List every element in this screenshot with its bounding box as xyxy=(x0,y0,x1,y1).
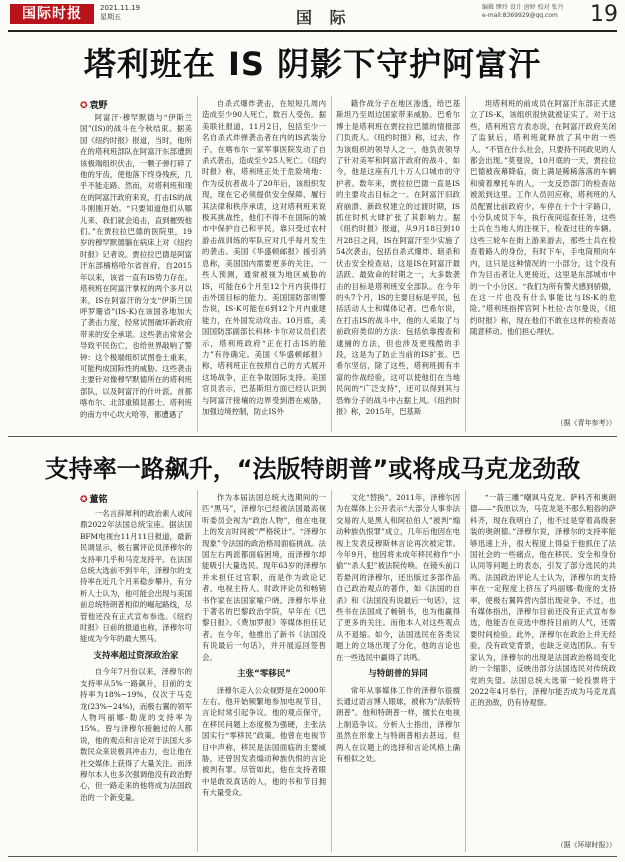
article2-col2b-text: 泽穆尔走入公众视野是在2000年左右。他开始频繁地参加电视节目，言论时常引起争议。他的观点保守，在移民问题上态度极为强硬，主张法国实行“零移民”政策。他曾在电视节目中声称，移民是法国面临的主要威胁，还曾因发表煽动种族仇恨的言论被判有罪。尽管如此，他在支持者眼中是敢说真话的人，他的书和节目拥有大量受众。 xyxy=(202,685,326,798)
article2-column-3 xyxy=(336,492,460,852)
article1-column-2 xyxy=(202,98,326,432)
editor-email: e-mail:8369929@qq.com xyxy=(482,12,558,19)
article2-col2-text: 作为本届法国总统大选期间的一匹“黑马”，泽穆尔已经被法国最高视听委员会视为“政治人物”，他在电视上的发言时间被“严格统计”。“泽穆尔现象”令法国的政治格局面临挑战。法国左右两派都面临困境，而泽穆尔却能吸引大量选民。现年63岁的泽穆尔并未担任过官职，而是作为政论记者、电视主持人、时政评论员和畅销书作家在法国家喻户晓。泽穆尔毕业于著名的巴黎政治学院，早年在《巴黎日报》、《费加罗报》等媒体担任记者。在今年，他推出了新书《法国没有说最后一句话》，并开展巡回签售会。 xyxy=(202,493,326,662)
article2-column-4 xyxy=(470,492,616,838)
article1-col4-text: 坦塔利班的前成员在阿富汗东部正式建立了IS-K，该组织很快就被证实了。对于这些，塔利班官方表态说，在阿富汗政府关闭了监狱后，塔利班就释放了其中的一些人。“不管在什么社会，只要持不同政见的人都会出现。”莫曼说，10月底的一天，贾拉拉巴德被夜幕降临，街上满是稀稀落落的车辆和骑着摩托车的人，一支反恐部门的检查站被派到这里。工作人员回应称，塔利班的人员配置比前政府少。车停在十个十字路口，小分队成员下车，执行夜间巡查任务，这些士兵在当地人的注视下，检查过往的车辆。这些三轮车在街上游来游去，那些士兵在检查着路人的身份，有时下车，手电筒照向车内，这只是这种情况的一小部分，这个没有作为目击者让人更接近，这里是东部城市中的一个小分区。“我们为所有警犬感到骄傲，在这一片也没有什么事能比与IS-K的危险。”塔利班指挥官阿卜杜拉·吉尔曼说，《纽约时报》称，现在他们不敢在这样的检查站随意移动。他们担心埋伏。 xyxy=(470,99,616,337)
article1-column-3 xyxy=(336,98,460,432)
article2-source: （据《环球时报》） xyxy=(556,841,616,849)
editor-line: 编辑 缪玲 设计 唐婷 校对 张丹 xyxy=(482,4,564,11)
article2-col3b-text: 常年从事媒体工作的泽穆尔很擅长通过语言博人眼球，被称为“法版特朗普”。他和特朗普一样，擅长在电视上制造争议。分析人士指出，泽穆尔虽然在形象上与特朗普相去甚远，但两人在议题上的选择和言论风格上确有相似之处。 xyxy=(336,685,460,763)
column-divider xyxy=(465,490,466,852)
article1-byline xyxy=(80,98,108,111)
article2-byline xyxy=(80,492,108,505)
issue-date-text: 2021.11.19 xyxy=(100,4,141,12)
article2-col4-text: “一箭三雕”嘲讽马克龙、萨科齐和奥朗德——“我原以为，马克龙是不那么粗俗的萨科齐，现在我明白了，他不过是穿着高级套装的奥朗德。”泽穆尔说，泽穆尔的支持率能够迅速上升，很大程度上得益于他抓住了法国社会的一些痛点。他在移民、安全和身份认同等问题上的表态，引发了部分选民的共鸣。法国政治评论人士认为，泽穆尔的支持率在一定程度上挤压了玛丽娜·勒庞的支持率，使极右翼阵营内部出现竞争。不过，也有媒体指出，泽穆尔目前还没有正式宣布参选，他能否在竞选中维持目前的人气，还需要时间检验。此外，泽穆尔在政治上并无经验，没有政党背景，也缺乏竞选团队。有专家认为，泽穆尔的出现是法国政治格局变化的一个缩影，反映出部分法国选民对传统政党的失望。法国总统大选第一轮投票将于2022年4月举行，泽穆尔能否成为马克龙真正的劲敌，仍有待观察。 xyxy=(470,493,616,708)
issue-weekday: 星期五 xyxy=(100,13,121,21)
article2-subheading-1: 支持率超过资深政治家 xyxy=(93,650,179,661)
article2-col1b-text: 自今年7月份以来，泽穆尔的支持率从5%一路飙升，目前的支持率为18%~19%，仅次于马克龙(23%~24%)，而极右翼的领军人物玛丽娜·勒庞的支持率为15%。曾与泽穆尔接触过的人都说，他的观点和言论对于法国大多数民众来说极具冲击力，也让他在社交媒体上获得了大量关注。而泽穆尔本人也多次强调他没有政治野心，但一路走来的他将成为法国政治的一个新变量。 xyxy=(80,667,192,802)
article2-author: 董铭 xyxy=(89,495,108,505)
article2-subheading-3: 与特朗普的异同 xyxy=(368,669,428,680)
masthead-logo: 国际时报 xyxy=(10,4,94,24)
page-number: 19 xyxy=(590,2,618,27)
article2-col1-text: 一名言辞犀利的政治素人或问鼎2022年法国总统宝座。据法国BFM电视台11月11日报道，最新民调显示，极右翼评论员泽穆尔的支持率几乎和马克龙持平。在法国总统大选前不到半年，泽穆尔的支持率在近几个月来稳步攀升，有分析人士认为，他可能会出现与美国前总统特朗普相似的崛起路线，尽管他还没有正式宣布参选。《纽约时报》日前的报道也称，泽穆尔可能成为今年的最大黑马。 xyxy=(80,509,192,644)
article2-col3-text: 文化“替换”。2011年，泽穆尔因为在媒体上公开表示“大部分人事非法交易的人是黑人和阿拉伯人”被判“煽动种族仇恨罪”成立，几年后他因在电视上发表反穆斯林言论再次被定罪。今年9月，他因将未成年移民称作“小偷”“杀人犯”被法院传唤。在镜头前口若悬河的泽穆尔，还出版过多部作品自己政治观点的著作，如《法国的自杀》和《法国没有说最后一句话》，这些书在法国成了畅销书，也为他赢得了更多的关注。而他本人对这些观点从不退缩。如今，法国选民在各类议题上的立场出现了分化，他的言论也在一些选民中赢得了共鸣。 xyxy=(336,493,460,662)
article1-source: （据《青年参考》） xyxy=(556,419,616,427)
editor-credits xyxy=(482,4,564,20)
section-rule xyxy=(8,436,617,437)
article2-headline: 支持率一路飙升，“法版特朗普”或将成马克龙劲敌 xyxy=(44,455,581,483)
header-rule xyxy=(8,30,617,32)
footer-rule xyxy=(8,856,617,857)
byline-star-icon: ✪ xyxy=(80,495,88,505)
byline-star-icon: ✪ xyxy=(80,101,88,111)
article1-col3-text: 籍作战分子在地区渗透，给巴基斯坦乃至周边国家带来威胁。巴希尔博士是塔利班在贾拉拉巴德的情报部门负责人。《纽约时报》称，过去，作为该组织的领导人之一，他负责领导了针对美军和阿富汗政府的战斗，如今，他是这座有几十万人口城市的守护者。数年来，贾拉拉巴德一直是IS的主要攻击目标之一。在阿富汗旧政府崩溃、新政权建立的过渡时期，IS抓住时机大肆扩张了其影响力。据《纽约时报》报道，从9月18日到10月28日之间，IS在阿富汗至少实施了54次袭击，包括自杀式爆炸、暗杀和伏击安全检查站，这是IS在阿富汗最活跃、最致命的时期之一，大多数袭击的目标是塔利班安全部队。在今年的头7个月，IS的主要目标是平民，包括活动人士和媒体记者。巴希尔说，在打击IS的战斗中，他的人采取了与前政府类似的方法：包括依靠搜查和逮捕的方法，但也涉及更残酷的手段，这是为了防止当前的IS扩张。巴希尔坚信，除了这些，塔利班拥有丰富的作战经验，这可以使他们在当地民间的“广泛支持”，还可以得到其与恐怖分子的战斗中占据上风。《纽约时报》称，2015年，巴基斯 xyxy=(336,99,460,416)
article2-column-1 xyxy=(80,508,192,852)
article1-col2-text: 自杀式爆炸袭击，在短短几周内造成至少90人死亡，数百人受伤。据美联社报道，11月2日，包括至少一名自杀式炸弹袭击者在内的IS武装分子，在喀布尔一家军事医院发动了自杀式袭击，造成至少25人死亡。《纽约时报》称，塔利班正处于危险境地：作为反抗者战斗了20年后，该组织发现，现在它必须提供安全保障、履行其法律和秩序承诺，这对塔利班来说极其挑战性，他们不得不在国际的城市中保护自己和平民，靠只受过农村游击战训练的军队应对几乎每月发生的袭击。美国《华盛顿邮报》援引消息称，美国国内需要更多的关注，一些人预测，通常被视为地区威胁的IS，可能在6个月至12个月内获得打击外国目标的能力。美国国防部则警告说，IS-K可能在6到12个月内重建能力，在外国发动攻击。10月底，美国国防部副部长科林·卡尔对议员们表示，塔利班政府“正在打击IS的能力”有待确定。美国《华盛顿邮报》称，塔利班正在按照自己的方式展开这场战争，正在争取国际支持。美国官员表示，巴基斯坦方面已经认识到与阿富汗接壤的边界受到潜在威胁，加强边境控制，防止IS外 xyxy=(202,99,326,416)
column-divider xyxy=(331,96,332,432)
column-divider xyxy=(197,96,198,432)
article1-column-4 xyxy=(470,98,616,416)
column-divider xyxy=(465,96,466,432)
article1-author: 袁野 xyxy=(89,101,108,111)
column-divider xyxy=(197,490,198,852)
article1-headline: 塔利班在 IS 阴影下守护阿富汗 xyxy=(83,45,542,83)
article2-subheading-2: 主张“零移民” xyxy=(237,669,291,680)
issue-date xyxy=(100,4,140,22)
article1-col1-text: 阿富汗·穆罕默德与“伊斯兰国”(IS)的战斗在今秋结束。据美国《纽约时报》报道，当时，他所在的塔利班部队在阿富汗东部遭到该极端组织伏击，一颗子弹打碎了他的牙齿，使他落下终身残疾，几乎不能走路。然而，对塔利班和现在的阿富汗政府来说，打击IS的战斗刚刚开始。“只要知道他们从哪儿来，我们就会追击，直到摧毁他们。”在贾拉拉巴德的医院里，19岁的穆罕默德躺在病床上对《纽约时报》记者说。贾拉拉巴德是阿富汗东部楠格哈尔省首府，自2015年以来，该省一直有IS势力存在。塔利班在阿富汗掌权的两个多月以来，IS在阿富汗的分支“伊斯兰国呼罗珊省”(IS-K)在该国各地加大了袭击力度，经常试图破坏新政府带来的安全承诺。这些袭击常常会导致平民伤亡，也给世界敲响了警钟：这个极端组织试图卷土重来，可能构成国际性的威胁。这些袭击主要针对像穆罕默德所在的塔利班部队，以及阿富汗的什叶派。首都喀布尔、北部重镇昆都士、塔利班的南方中心坎大哈等，都遭遇了 xyxy=(80,113,192,419)
column-divider xyxy=(331,490,332,852)
section-title: 国 际 xyxy=(296,8,352,27)
article1-column-1 xyxy=(80,112,192,432)
article2-column-2 xyxy=(202,492,326,852)
